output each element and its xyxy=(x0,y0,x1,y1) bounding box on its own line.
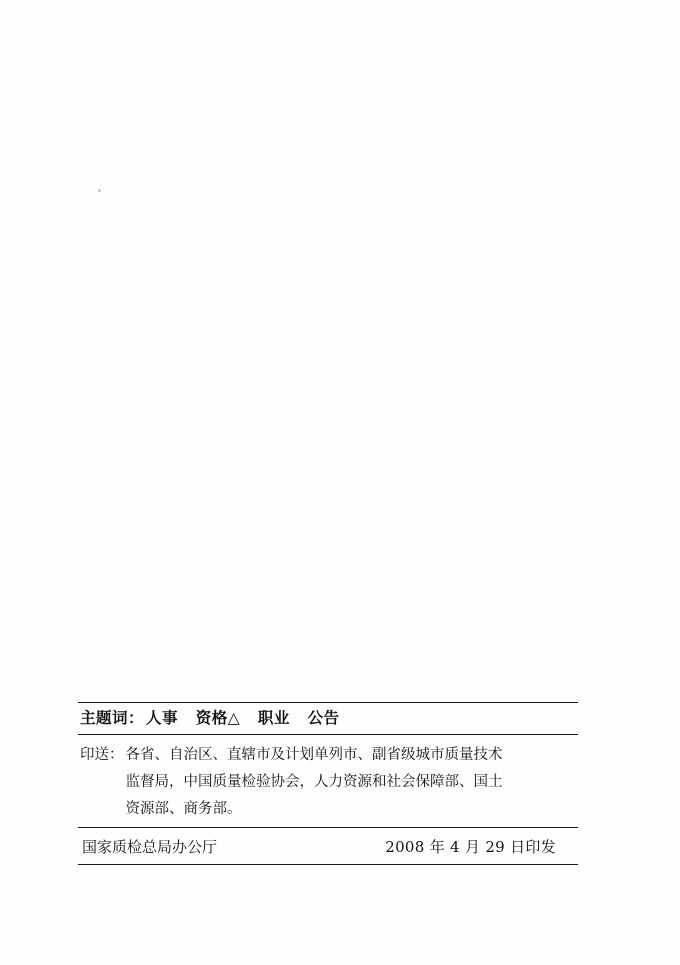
subject-keywords-row xyxy=(78,703,578,734)
distribution-row xyxy=(78,735,578,827)
scan-speck xyxy=(98,189,101,192)
document-footer-block xyxy=(78,702,578,865)
subject-keywords-terms: 人事 资格△ 职业 公告 xyxy=(146,709,340,727)
issuer-name: 国家质检总局办公厅 xyxy=(82,838,218,857)
distribution-body xyxy=(126,742,579,822)
subject-keywords-label: 主题词： xyxy=(80,709,145,727)
issuer-row xyxy=(78,828,578,864)
footer-bottom-rule xyxy=(78,864,578,865)
distribution-line-3: 资源部、商务部。 xyxy=(125,800,242,817)
distribution-line-1: 各省、自治区、直辖市及计划单列市、副省级城市质量技术 xyxy=(125,747,503,763)
distribution-line-2: 监督局，中国质量检验协会，人力资源和社会保障部、国土 xyxy=(125,773,503,790)
issue-date: 2008 年 4 月 29 日印发 xyxy=(385,838,556,857)
distribution-label: 印送： xyxy=(80,747,124,763)
